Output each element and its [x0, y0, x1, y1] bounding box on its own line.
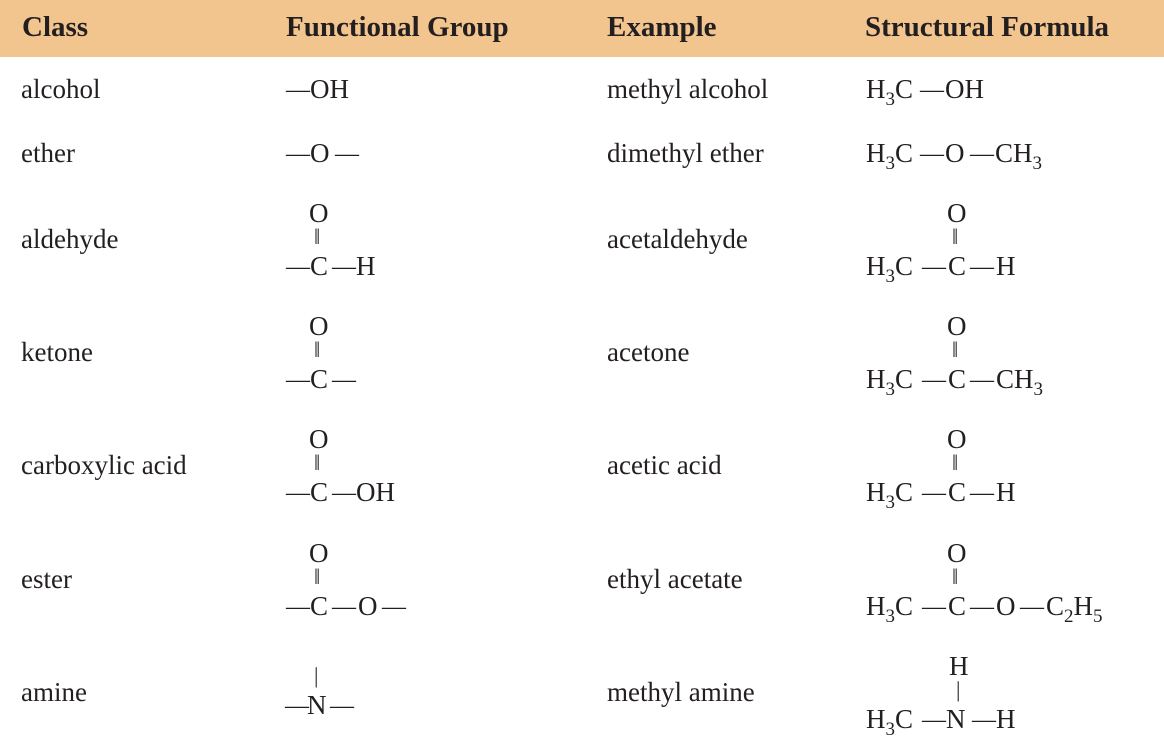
- header-example: Example: [607, 11, 717, 43]
- class-amine: amine: [21, 677, 87, 707]
- example-alcohol: methyl alcohol: [607, 74, 769, 104]
- header-functional-group: Functional Group: [286, 11, 509, 43]
- class-carboxylic-acid: carboxylic acid: [21, 450, 187, 480]
- header-class: Class: [22, 11, 89, 43]
- header-structural-formula: Structural Formula: [865, 11, 1110, 43]
- class-aldehyde: aldehyde: [21, 224, 119, 254]
- class-ester: ester: [21, 564, 72, 594]
- example-carboxylic-acid: acetic acid: [607, 450, 722, 480]
- example-ester: ethyl acetate: [607, 564, 743, 594]
- example-ether: dimethyl ether: [607, 138, 764, 168]
- example-amine: methyl amine: [607, 677, 755, 707]
- example-aldehyde: acetaldehyde: [607, 224, 748, 254]
- example-ketone: acetone: [607, 337, 690, 367]
- class-ether: ether: [21, 138, 75, 168]
- class-ketone: ketone: [21, 337, 93, 367]
- class-alcohol: alcohol: [21, 74, 101, 104]
